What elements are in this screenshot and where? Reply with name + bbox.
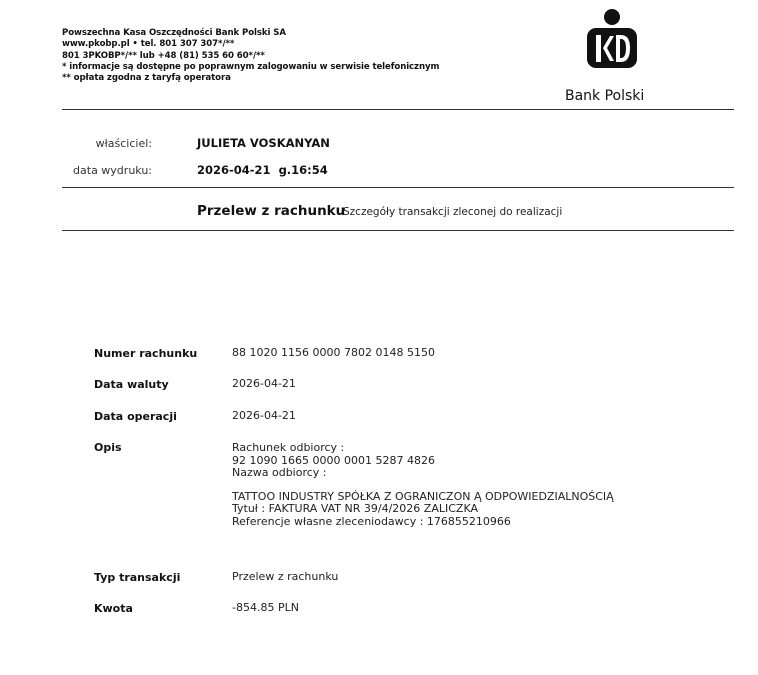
account-number-value: 88 1020 1156 0000 7802 0148 5150 <box>232 346 435 359</box>
operation-date-label: Data operacji <box>94 410 177 423</box>
contact-line: ** opłata zgodna z taryfą operatora <box>62 73 231 84</box>
section-divider <box>62 230 734 231</box>
bank-name: Bank Polski <box>565 88 645 104</box>
value-date-value: 2026-04-21 <box>232 377 296 390</box>
pko-logo-icon <box>583 8 641 58</box>
contact-line: 801 3PKOBP*/** lub +48 (81) 535 60 60*/** <box>62 50 265 61</box>
operation-date-value: 2026-04-21 <box>232 409 296 422</box>
meta-divider <box>62 187 734 188</box>
contact-line: Powszechna Kasa Oszczędności Bank Polski SA <box>62 28 286 38</box>
section-title: Przelew z rachunku <box>197 203 346 219</box>
description-block <box>232 442 614 528</box>
print-date-value: 2026-04-21 g.16:54 <box>197 163 328 177</box>
description-line: 92 1090 1665 0000 0001 5287 4826 <box>232 453 435 467</box>
transaction-type-label: Typ transakcji <box>94 571 181 584</box>
description-line: Rachunek odbiorcy : <box>232 441 345 454</box>
owner-label: właściciel: <box>95 137 152 150</box>
description-label: Opis <box>94 441 122 454</box>
description-line: Tytuł : FAKTURA VAT NR 39/4/2026 ZALICZKA <box>232 502 478 515</box>
owner-value: JULIETA VOSKANYAN <box>197 136 330 150</box>
description-line: Referencje własne zleceniodawcy : 176855210966 <box>232 514 511 528</box>
description-line: TATTOO INDUSTRY SPÓŁKA Z OGRANICZON Ą ODPOWIEDZIALNOŚCIĄ <box>232 489 614 503</box>
account-number-label: Numer rachunku <box>94 347 198 360</box>
header-divider <box>62 109 734 110</box>
amount-value: -854.85 PLN <box>232 601 299 614</box>
description-line <box>232 480 614 491</box>
transaction-type-value: Przelew z rachunku <box>232 570 339 583</box>
value-date-label: Data waluty <box>94 378 169 391</box>
amount-label: Kwota <box>94 602 133 615</box>
bank-contact-info <box>62 28 439 84</box>
contact-line: www.pkobp.pl • tel. 801 307 307*/** <box>62 39 235 50</box>
contact-line: * informacje są dostępne po poprawnym zalogowaniu w serwisie telefonicznym <box>62 61 440 72</box>
section-subtitle: Szczegóły transakcji zleconej do realizacji <box>343 206 563 218</box>
description-line: Nazwa odbiorcy : <box>232 466 327 479</box>
print-date-label: data wydruku: <box>73 164 152 177</box>
